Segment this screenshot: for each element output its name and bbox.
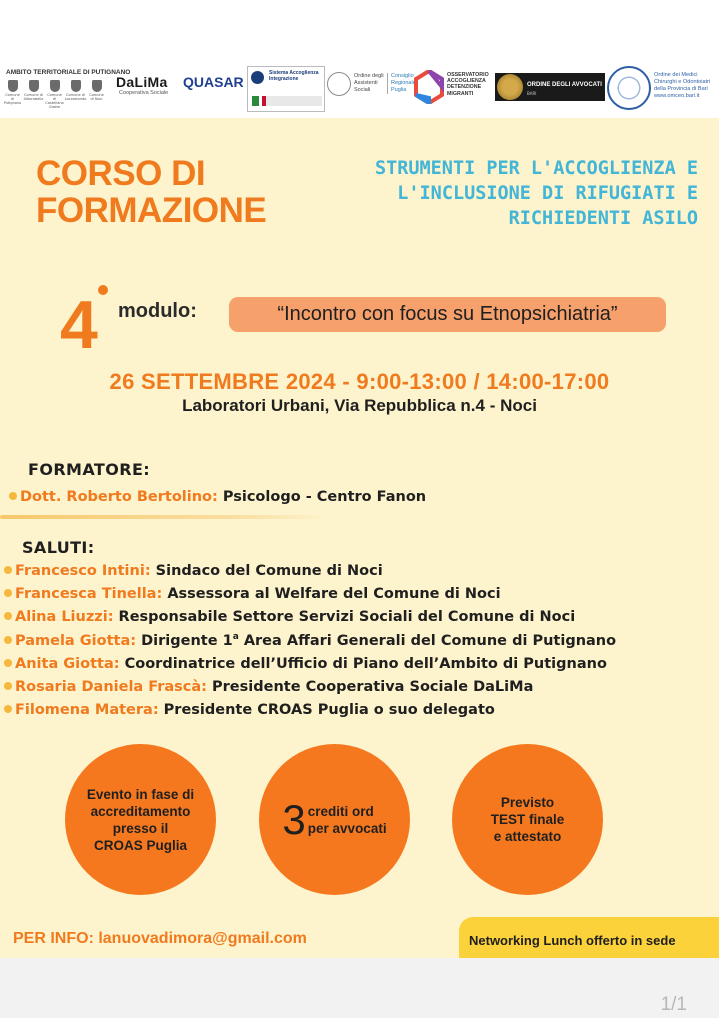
sai-label: Sistema Accoglienza Integrazione (269, 70, 319, 82)
saluti-name: Francesca Tinella: (15, 586, 163, 602)
crest-icon (29, 80, 39, 92)
saluti-item (4, 586, 501, 602)
course-subtitle (236, 156, 698, 231)
circle-text-line: accreditamento (90, 803, 191, 819)
saluti-heading: SALUTI: (22, 538, 95, 557)
osservatorio-hex-icon (414, 70, 444, 104)
circle-text-line: e attestato (493, 829, 562, 844)
course-title-line1: CORSO DI (36, 154, 206, 193)
contact-info: PER INFO: lanuovadimora@gmail.com (13, 930, 307, 947)
saluti-name: Pamela Giotta: (15, 633, 137, 649)
saluti-role: Dirigente 1 (136, 633, 233, 649)
bullet-icon (4, 566, 12, 574)
module-label: modulo: (118, 300, 197, 322)
formatore-underline (0, 515, 328, 519)
saluti-role: Sindaco del Comune di Noci (150, 563, 383, 579)
saluti-item (4, 679, 533, 695)
comune-crest (25, 80, 42, 109)
omceo-label (654, 72, 718, 100)
saluti-item (4, 656, 607, 672)
circle-text-line: Evento in fase di (86, 786, 195, 802)
saluti-name: Rosaria Daniela Frascà: (15, 679, 207, 695)
dalima-subtitle: Cooperativa Sociale (119, 90, 169, 96)
saluti-role-cont: Area Affari Generali del Comune di Putignano (238, 633, 617, 649)
circle-text-line: crediti ord (307, 803, 374, 819)
saluti-item (4, 563, 383, 579)
ordine-assistenti-label: Ordine degli Assistenti Sociali (354, 73, 384, 93)
bullet-icon (4, 636, 12, 644)
test-circle (452, 744, 603, 895)
bullet-icon (4, 589, 12, 597)
coin-icon (497, 74, 523, 100)
comune-label: Comune di Alberobello (23, 93, 44, 101)
sai-flag-strip (252, 96, 322, 106)
saluti-role: Responsabile Settore Servizi Sociali del Comune di Noci (113, 609, 576, 625)
comune-crest (46, 80, 63, 109)
comune-label: Comune di Putignano (3, 93, 22, 105)
ambito-label: AMBITO TERRITORIALE DI PUTIGNANO (6, 69, 131, 76)
superscript-a: a (232, 632, 239, 642)
comuni-crests (4, 80, 105, 109)
saluti-role: Coordinatrice dell’Ufficio di Piano dell’Ambito di Putignano (119, 656, 607, 672)
ordine-avvocati-city: BARI (527, 91, 537, 96)
comune-label: Comune di Locorotondo (64, 93, 87, 101)
formatore-heading: FORMATORE: (28, 460, 151, 479)
subtitle-line: RICHIEDENTI ASILO (508, 208, 698, 229)
saluti-item (4, 702, 495, 718)
sai-logo (247, 66, 325, 112)
circle-text-line: CROAS Puglia (93, 837, 187, 853)
ordine-avvocati-label: ORDINE DEGLI AVVOCATI (527, 82, 602, 88)
comune-crest (4, 80, 21, 109)
module-number: 4 (60, 287, 98, 363)
course-title (36, 155, 266, 229)
bullet-icon (4, 659, 12, 667)
saluti-name: Francesco Intini: (15, 563, 151, 579)
saluti-name: Filomena Matera: (15, 702, 159, 718)
crest-icon (71, 80, 81, 92)
circle-text-line: presso il (112, 820, 169, 836)
bullet-icon (4, 612, 12, 620)
comune-crest (64, 80, 87, 109)
subtitle-line: STRUMENTI PER L'ACCOGLIENZA E (374, 158, 698, 179)
circle-text-line: TEST finale (490, 812, 565, 827)
dalima-logo: DaLiMa (116, 74, 168, 90)
bullet-icon (4, 705, 12, 713)
bullet-icon (9, 492, 17, 500)
circle-text-line: Previsto (500, 795, 555, 810)
saluti-role: Presidente CROAS Puglia o suo delegato (158, 702, 495, 718)
formatore-name: Dott. Roberto Bertolino: (20, 489, 218, 505)
saluti-item (4, 609, 575, 625)
comune-label: Comune di Castellana Grotte (45, 93, 64, 109)
comune-label: Comune di Noci (89, 93, 104, 101)
saluti-item (4, 632, 616, 649)
bullet-icon (4, 682, 12, 690)
omceo-url: www.omceo.bari.it (654, 93, 700, 99)
saluti-name: Anita Giotta: (15, 656, 120, 672)
event-venue: Laboratori Urbani, Via Repubblica n.4 - Noci (182, 396, 537, 415)
osservatorio-label: OSSERVATORIO ACCOGLIENZA DETENZIONE MIGRANTI (447, 72, 489, 97)
quasar-logo: QUASAR (183, 74, 244, 90)
credits-number: 3 (282, 795, 306, 843)
formatore-entry (9, 489, 426, 505)
event-date-time: 26 SETTEMBRE 2024 - 9:00-13:00 / 14:00-17:00 (109, 369, 610, 394)
page-indicator: 1/1 (660, 994, 687, 1015)
sai-icon (251, 71, 264, 84)
crest-icon (8, 80, 18, 92)
accreditation-circle (65, 744, 216, 895)
ordine-avvocati-logo (495, 73, 605, 101)
saluti-name: Alina Liuzzi: (15, 609, 114, 625)
croas-label: Consiglio Regionale Puglia (387, 73, 417, 94)
omceo-name: Ordine dei Medici Chirurghi e Odontoiatri della Provincia di Bari (654, 72, 711, 92)
comune-crest (88, 80, 105, 109)
formatore-role: Psicologo - Centro Fanon (217, 489, 427, 505)
subtitle-line: L'INCLUSIONE DI RIFUGIATI E (397, 183, 698, 204)
saluti-role: Presidente Cooperativa Sociale DaLiMa (206, 679, 534, 695)
saluti-role: Assessora al Welfare del Comune di Noci (162, 586, 501, 602)
circle-text-line: per avvocati (307, 820, 387, 836)
ordine-assistenti-seal-icon (327, 72, 351, 96)
module-topic-pill: “Incontro con focus su Etnopsichiatria” (229, 297, 666, 332)
crest-icon (92, 80, 102, 92)
course-title-line2: FORMAZIONE (36, 191, 267, 230)
module-number-dot (98, 285, 108, 295)
credits-circle (259, 744, 410, 895)
logo-bar (0, 0, 719, 118)
lunch-banner-text: Networking Lunch offerto in sede (469, 933, 676, 948)
crest-icon (50, 80, 60, 92)
omceo-seal-icon (607, 66, 651, 110)
